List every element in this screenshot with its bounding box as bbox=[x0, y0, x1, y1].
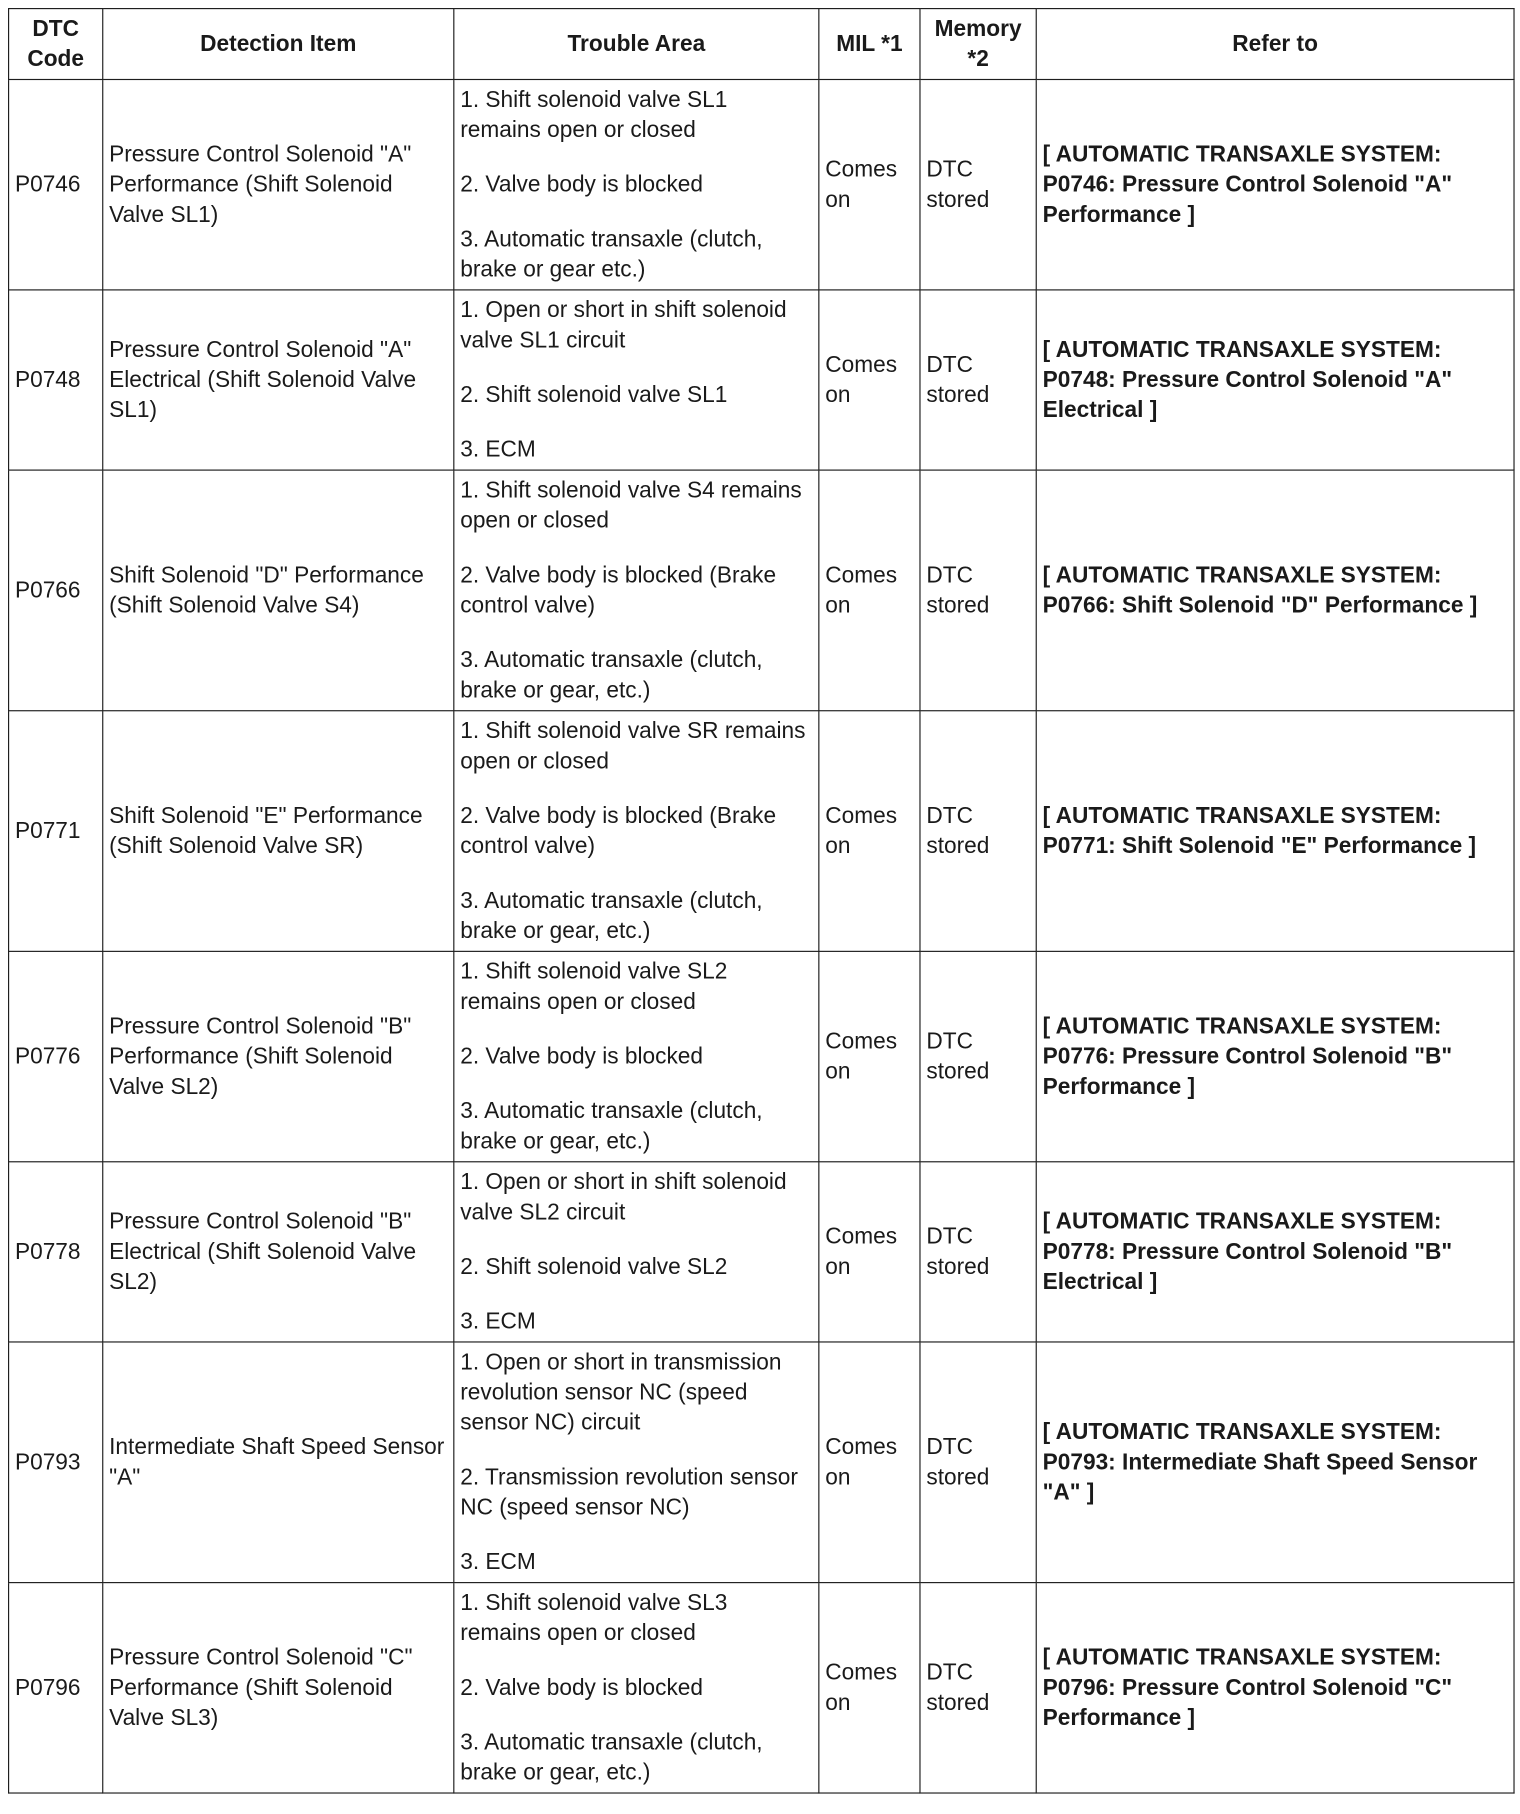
trouble-area-item: 2. Valve body is blocked (Brake control valve) bbox=[460, 803, 777, 859]
trouble-area-item: 1. Open or short in shift solenoid valve SL1 circuit bbox=[460, 297, 787, 354]
memory-cell: DTC stored bbox=[920, 951, 1036, 1161]
mil-cell: Comes on bbox=[819, 1162, 920, 1342]
trouble-area-item: 3. Automatic transaxle (clutch, brake or gear, etc.) bbox=[460, 1729, 763, 1786]
trouble-area-item: 3. ECM bbox=[460, 1549, 536, 1576]
trouble-area-item: 3. Automatic transaxle (clutch, brake or gear, etc.) bbox=[460, 888, 763, 944]
trouble-area-item: 3. Automatic transaxle (clutch, brake or gear etc.) bbox=[460, 226, 763, 283]
memory-cell: DTC stored bbox=[920, 79, 1036, 289]
header-dtc-code: DTC Code bbox=[9, 9, 103, 80]
trouble-area-item: 2. Shift solenoid valve SL2 bbox=[460, 1254, 728, 1280]
trouble-area-item: 2. Valve body is blocked bbox=[460, 1043, 704, 1070]
detection-item-cell: Intermediate Shaft Speed Sensor "A" bbox=[103, 1342, 454, 1583]
trouble-area-item: 1. Shift solenoid valve SL2 remains open or closed bbox=[460, 958, 728, 1015]
trouble-area-item: 2. Valve body is blocked (Brake control valve) bbox=[460, 562, 777, 619]
table-row bbox=[9, 951, 1514, 1161]
trouble-area-item: 1. Shift solenoid valve SR remains open or closed bbox=[460, 718, 806, 775]
dtc-code-cell: P0776 bbox=[9, 951, 103, 1161]
dtc-code-cell: P0766 bbox=[9, 470, 103, 711]
memory-cell: DTC stored bbox=[920, 290, 1036, 470]
mil-cell: Comes on bbox=[819, 711, 920, 952]
trouble-area-item: 1. Shift solenoid valve SL3 remains open or closed bbox=[460, 1590, 728, 1646]
header-mil: MIL *1 bbox=[819, 9, 920, 80]
table-row bbox=[9, 470, 1514, 711]
refer-to-cell: [ AUTOMATIC TRANSAXLE SYSTEM: P0776: Pressure Control Solenoid "B" Performance ] bbox=[1036, 951, 1514, 1161]
trouble-area-item: 3. Automatic transaxle (clutch, brake or gear, etc.) bbox=[460, 647, 763, 704]
header-row bbox=[9, 9, 1514, 80]
memory-cell: DTC stored bbox=[920, 1583, 1036, 1793]
trouble-area-item: 1. Shift solenoid valve S4 remains open or closed bbox=[460, 477, 802, 534]
detection-item-cell: Shift Solenoid "E" Performance (Shift Solenoid Valve SR) bbox=[103, 711, 454, 952]
detection-item-cell: Pressure Control Solenoid "A" Electrical (Shift Solenoid Valve SL1) bbox=[103, 290, 454, 470]
trouble-area-item: 2. Valve body is blocked bbox=[460, 1675, 704, 1701]
refer-to-cell: [ AUTOMATIC TRANSAXLE SYSTEM: P0778: Pressure Control Solenoid "B" Electrical ] bbox=[1036, 1162, 1514, 1342]
table-row bbox=[9, 711, 1514, 952]
mil-cell: Comes on bbox=[819, 951, 920, 1161]
trouble-area-item: 3. ECM bbox=[460, 436, 536, 463]
document-page bbox=[8, 8, 1515, 1794]
memory-cell: DTC stored bbox=[920, 1162, 1036, 1342]
trouble-area-item: 2. Valve body is blocked bbox=[460, 171, 704, 198]
detection-item-cell: Pressure Control Solenoid "C" Performance (Shift Solenoid Valve SL3) bbox=[103, 1583, 454, 1793]
refer-to-cell: [ AUTOMATIC TRANSAXLE SYSTEM: P0766: Shift Solenoid "D" Performance ] bbox=[1036, 470, 1514, 711]
trouble-area-cell bbox=[454, 1342, 819, 1583]
table-header bbox=[9, 9, 1514, 80]
header-refer-to: Refer to bbox=[1036, 9, 1514, 80]
dtc-code-cell: P0771 bbox=[9, 711, 103, 952]
refer-to-cell: [ AUTOMATIC TRANSAXLE SYSTEM: P0771: Shift Solenoid "E" Performance ] bbox=[1036, 711, 1514, 952]
mil-cell: Comes on bbox=[819, 470, 920, 711]
table-row bbox=[9, 1342, 1514, 1583]
header-memory: Memory *2 bbox=[920, 9, 1036, 80]
table-row bbox=[9, 79, 1514, 289]
memory-cell: DTC stored bbox=[920, 1342, 1036, 1583]
trouble-area-item: 3. Automatic transaxle (clutch, brake or gear, etc.) bbox=[460, 1098, 763, 1155]
detection-item-cell: Pressure Control Solenoid "B" Electrical (Shift Solenoid Valve SL2) bbox=[103, 1162, 454, 1342]
refer-to-cell: [ AUTOMATIC TRANSAXLE SYSTEM: P0793: Intermediate Shaft Speed Sensor "A" ] bbox=[1036, 1342, 1514, 1583]
trouble-area-cell bbox=[454, 1162, 819, 1342]
dtc-code-cell: P0748 bbox=[9, 290, 103, 470]
mil-cell: Comes on bbox=[819, 79, 920, 289]
dtc-code-cell: P0793 bbox=[9, 1342, 103, 1583]
trouble-area-item: 2. Shift solenoid valve SL1 bbox=[460, 382, 728, 408]
trouble-area-item: 2. Transmission revolution sensor NC (speed sensor NC) bbox=[460, 1464, 798, 1521]
detection-item-cell: Shift Solenoid "D" Performance (Shift Solenoid Valve S4) bbox=[103, 470, 454, 711]
mil-cell: Comes on bbox=[819, 290, 920, 470]
trouble-area-cell bbox=[454, 711, 819, 952]
trouble-area-cell bbox=[454, 470, 819, 711]
table-row bbox=[9, 1583, 1514, 1793]
refer-to-cell: [ AUTOMATIC TRANSAXLE SYSTEM: P0796: Pressure Control Solenoid "C" Performance ] bbox=[1036, 1583, 1514, 1793]
refer-to-cell: [ AUTOMATIC TRANSAXLE SYSTEM: P0748: Pressure Control Solenoid "A" Electrical ] bbox=[1036, 290, 1514, 470]
trouble-area-item: 3. ECM bbox=[460, 1308, 536, 1335]
detection-item-cell: Pressure Control Solenoid "B" Performance (Shift Solenoid Valve SL2) bbox=[103, 951, 454, 1161]
table-row bbox=[9, 290, 1514, 470]
trouble-area-cell bbox=[454, 1583, 819, 1793]
detection-item-cell: Pressure Control Solenoid "A" Performance (Shift Solenoid Valve SL1) bbox=[103, 79, 454, 289]
memory-cell: DTC stored bbox=[920, 470, 1036, 711]
trouble-area-cell bbox=[454, 951, 819, 1161]
trouble-area-item: 1. Open or short in shift solenoid valve SL2 circuit bbox=[460, 1169, 787, 1226]
mil-cell: Comes on bbox=[819, 1342, 920, 1583]
table-body bbox=[9, 79, 1514, 1793]
dtc-code-cell: P0796 bbox=[9, 1583, 103, 1793]
header-detection-item: Detection Item bbox=[103, 9, 454, 80]
table-row bbox=[9, 1162, 1514, 1342]
dtc-code-cell: P0746 bbox=[9, 79, 103, 289]
trouble-area-cell bbox=[454, 290, 819, 470]
dtc-table bbox=[8, 8, 1515, 1794]
dtc-code-cell: P0778 bbox=[9, 1162, 103, 1342]
trouble-area-cell bbox=[454, 79, 819, 289]
header-trouble-area: Trouble Area bbox=[454, 9, 819, 80]
mil-cell: Comes on bbox=[819, 1583, 920, 1793]
trouble-area-item: 1. Shift solenoid valve SL1 remains open or closed bbox=[460, 87, 728, 143]
refer-to-cell: [ AUTOMATIC TRANSAXLE SYSTEM: P0746: Pressure Control Solenoid "A" Performance ] bbox=[1036, 79, 1514, 289]
trouble-area-item: 1. Open or short in transmission revolution sensor NC (speed sensor NC) circuit bbox=[460, 1349, 782, 1436]
memory-cell: DTC stored bbox=[920, 711, 1036, 952]
